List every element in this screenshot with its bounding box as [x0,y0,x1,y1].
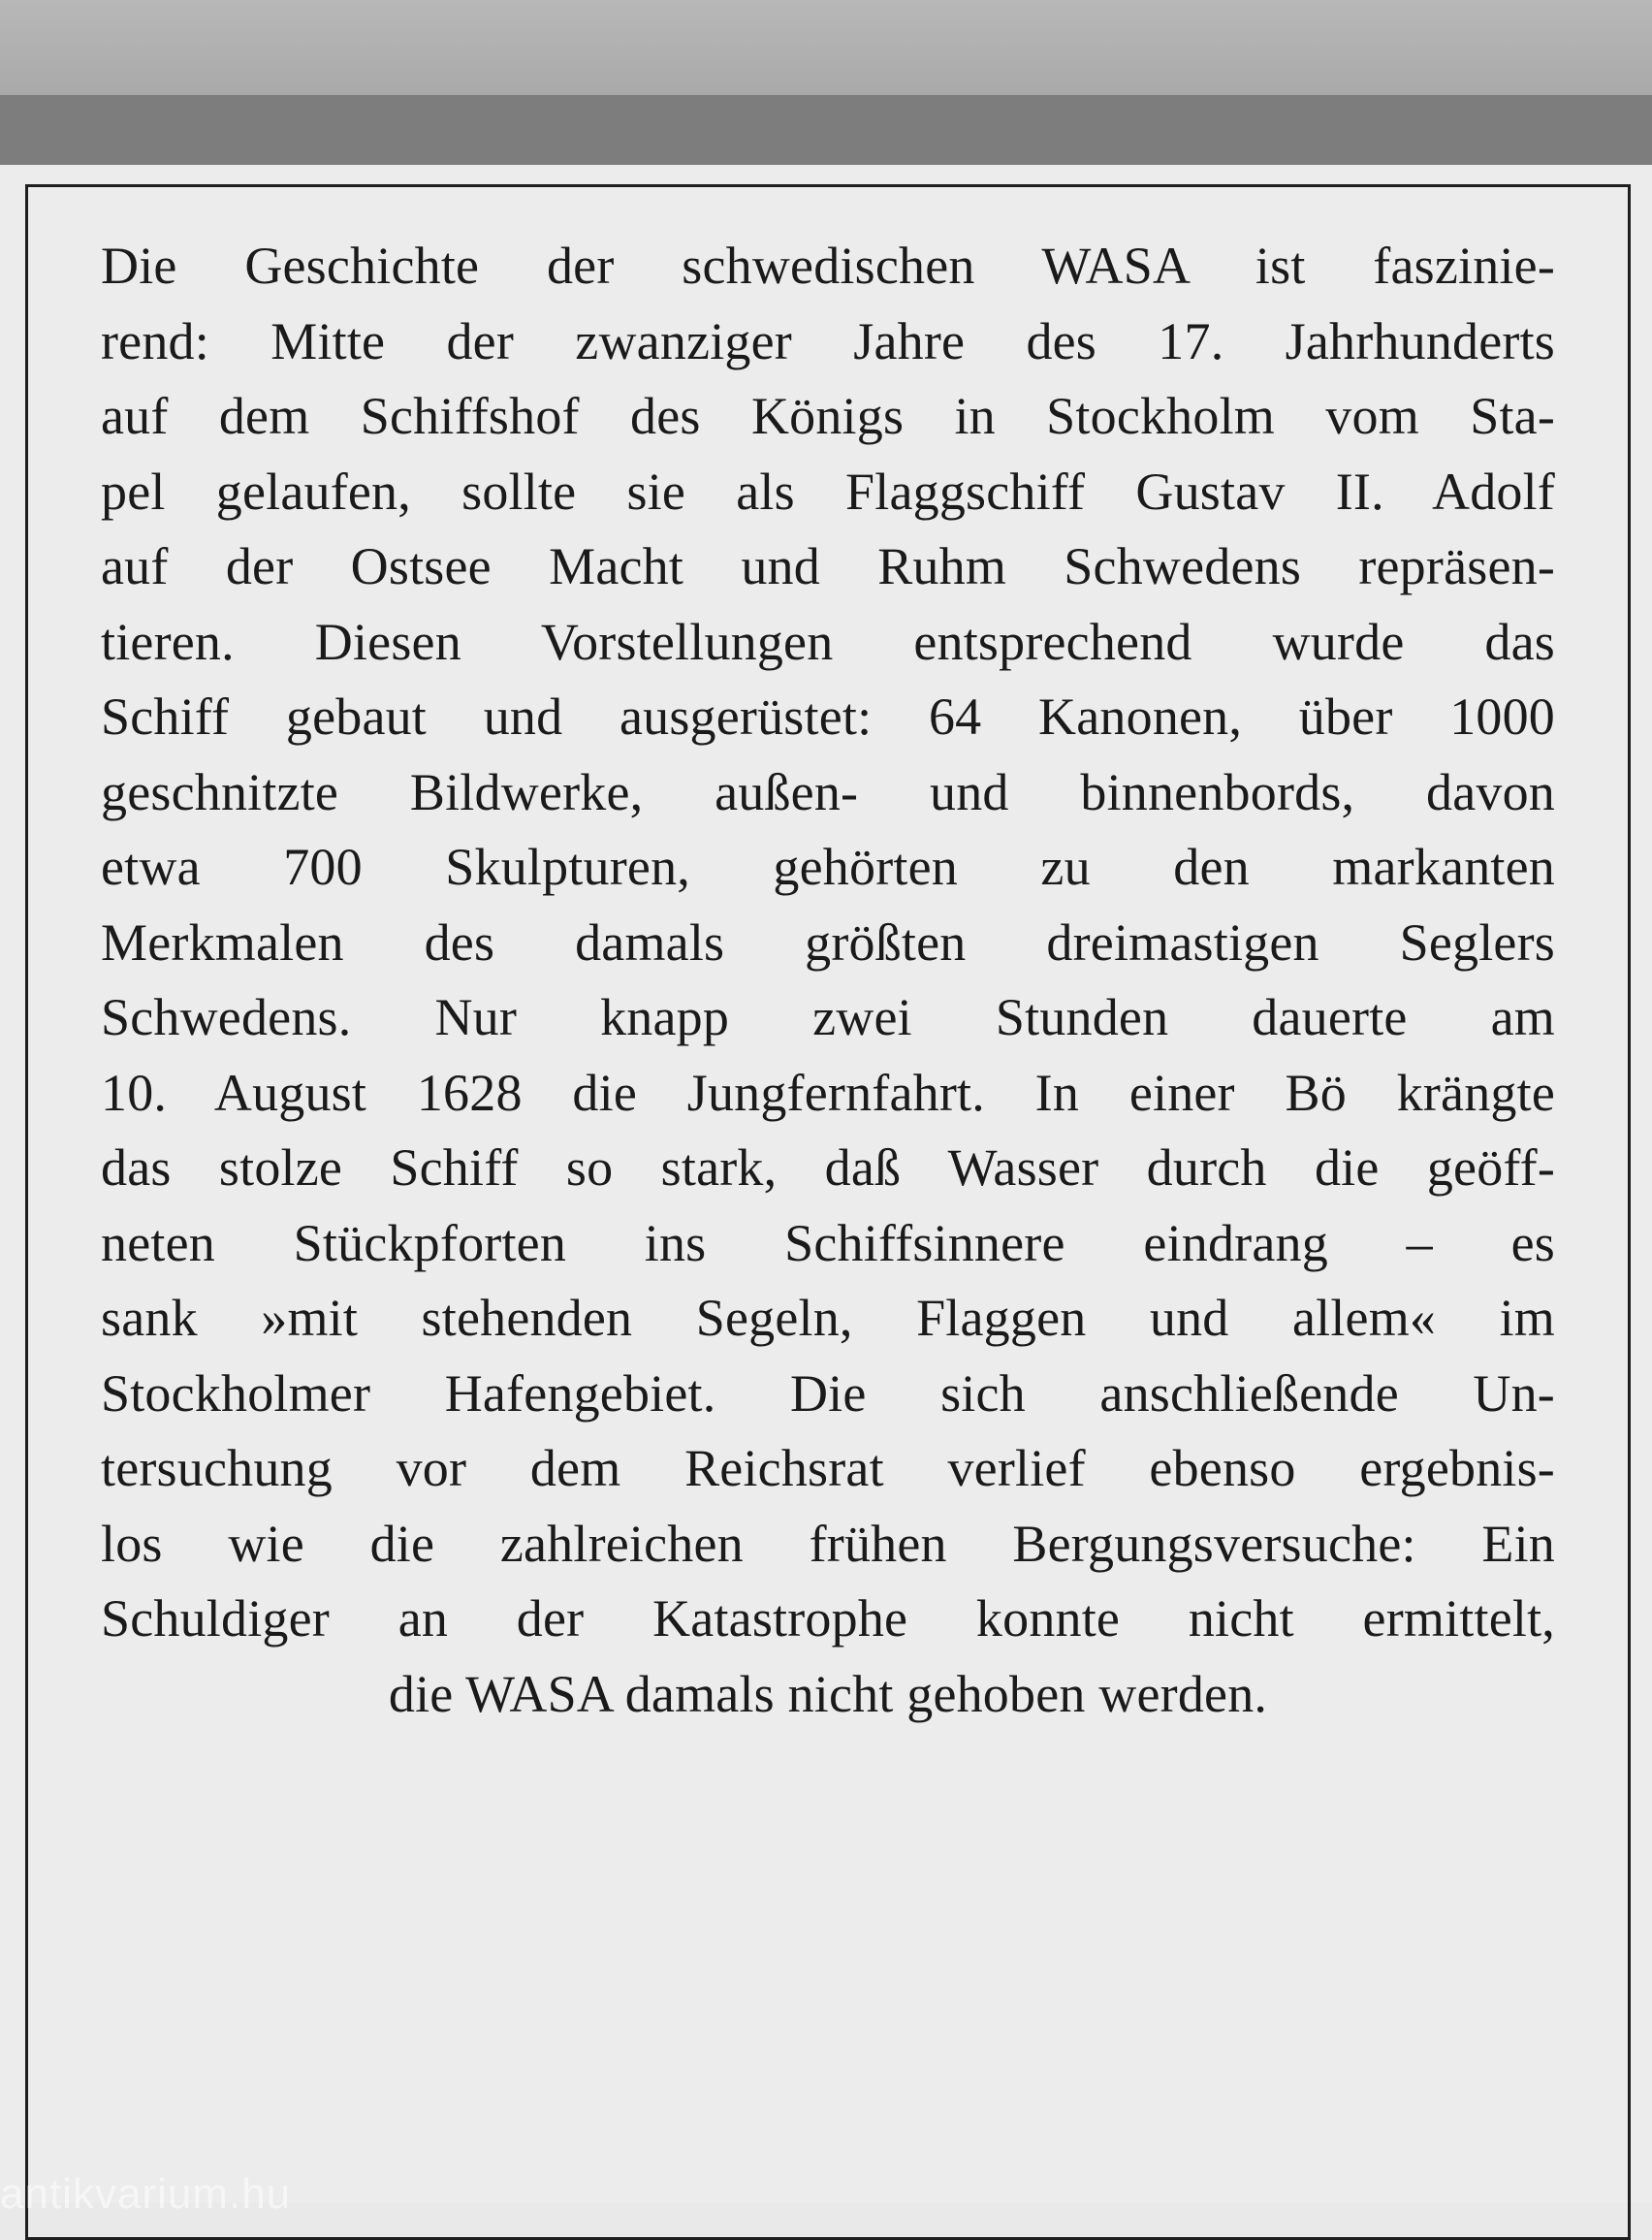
text-line: auf dem Schiffshof des Königs in Stockholm vom Sta- [101,387,1555,445]
text-line: sank »mit stehenden Segeln, Flaggen und allem« im [101,1289,1555,1347]
body-text [101,229,1555,1732]
text-line: Schuldiger an der Katastrophe konnte nicht ermittelt, [101,1589,1555,1648]
text-line: tersuchung vor dem Reichsrat verlief ebenso ergebnis- [101,1439,1555,1497]
text-line: rend: Mitte der zwanziger Jahre des 17. Jahrhunderts [101,311,1555,370]
text-line: etwa 700 Skulpturen, gehörten zu den markanten [101,838,1555,896]
text-line: Stockholmer Hafengebiet. Die sich anschließende Un- [101,1363,1555,1423]
text-line: los wie die zahlreichen frühen Bergungsversuche: Ein [101,1514,1555,1573]
background-dark-band [0,95,1652,165]
text-line: Schiff gebaut und ausgerüstet: 64 Kanonen, über 1000 [101,688,1555,746]
text-line: das stolze Schiff so stark, daß Wasser durch die geöff- [101,1138,1555,1197]
text-line: Die Geschichte der schwedischen WASA ist faszinie- [101,237,1555,295]
text-line: auf der Ostsee Macht und Ruhm Schwedens repräsen- [101,537,1555,595]
watermark-text: antikvarium.hu [0,2170,292,2218]
text-line: geschnitzte Bildwerke, außen- und binnenbords, davon [101,762,1555,821]
text-line: tieren. Diesen Vorstellungen entsprechend wurde das [101,612,1555,671]
text-line: 10. August 1628 die Jungfernfahrt. In einer Bö krängte [101,1063,1555,1122]
text-line: Merkmalen des damals größten dreimastigen Seglers [101,912,1555,972]
text-line: pel gelaufen, sollte sie als Flaggschiff Gustav II. Adolf [101,462,1555,521]
text-line-final: die WASA damals nicht gehoben werden. [388,1664,1268,1723]
background-top-band [0,0,1652,95]
text-line: neten Stückpforten ins Schiffsinnere eindrang – es [101,1213,1555,1272]
text-line: Schwedens. Nur knapp zwei Stunden dauerte am [101,988,1555,1046]
